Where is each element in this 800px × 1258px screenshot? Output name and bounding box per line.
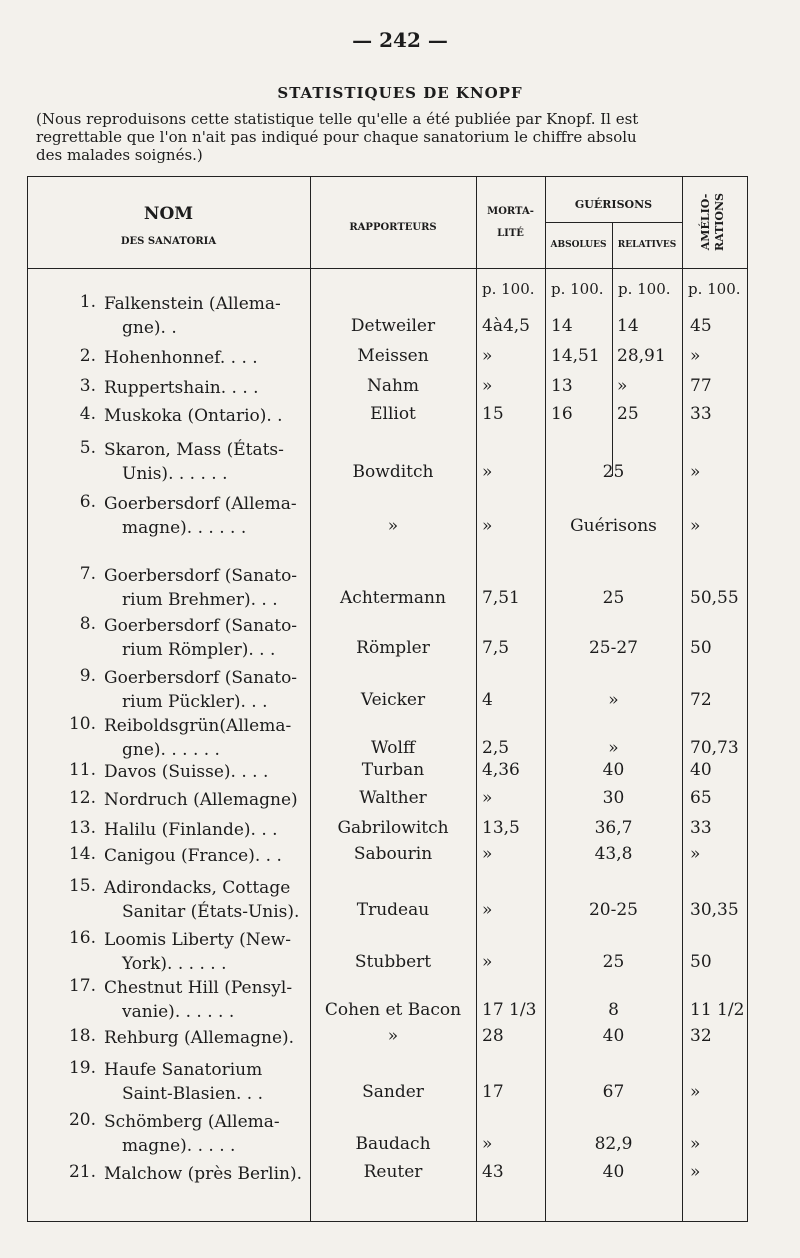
guerisons-absolues-cell: 14	[551, 316, 573, 336]
page-number: — 242 —	[352, 28, 448, 52]
row-number: 18.	[68, 1026, 96, 1046]
guerisons-cell: 40	[602, 760, 625, 780]
ameliorations-cell: 65	[690, 788, 712, 808]
ameliorations-cell: 11 1/2	[690, 1000, 745, 1020]
mortalite-cell: 28	[482, 1026, 504, 1046]
sanatorium-name-line: Haufe Sanatorium	[104, 1060, 263, 1080]
intro-line: (Nous reproduisons cette statistique telle qu'elle a été publiée par Knopf. Il est	[36, 110, 639, 128]
sanatorium-name-line: Reiboldsgrün(Allema-	[104, 716, 292, 736]
guerisons-cell: Guérisons	[570, 516, 657, 536]
row-number: 4.	[79, 404, 96, 424]
mortalite-cell: 17	[482, 1082, 504, 1102]
rapporteur-cell: »	[387, 1026, 399, 1046]
unit-mortalite: p. 100.	[482, 280, 535, 298]
rapporteur-cell: Nahm	[366, 376, 420, 396]
ameliorations-cell: 50,55	[690, 588, 739, 608]
intro-paragraph	[36, 110, 760, 164]
sanatorium-name	[104, 976, 309, 1024]
row-number: 19.	[68, 1058, 96, 1078]
guerisons-cell: 30	[602, 788, 625, 808]
row-number: 16.	[68, 928, 96, 948]
sanatorium-name	[104, 666, 309, 714]
sanatorium-name-line: rium Pückler). . .	[122, 692, 268, 712]
rapporteur-cell: Detweiler	[350, 316, 436, 336]
sanatorium-name-line: Ruppertshain. . . .	[104, 378, 259, 398]
header-rapporteurs: RAPPORTEURS	[349, 222, 437, 233]
header-relatives: RELATIVES	[617, 240, 677, 250]
guerisons-cell: »	[608, 738, 619, 758]
ameliorations-cell: 50	[690, 952, 712, 972]
sanatorium-name-line: Canigou (France). . .	[104, 846, 282, 866]
ameliorations-cell: 70,73	[690, 738, 739, 758]
guerisons-cell: 8	[608, 1000, 619, 1020]
rapporteur-cell: Veicker	[360, 690, 426, 710]
sanatorium-name	[104, 876, 309, 924]
header-des-sanatoria: DES SANATORIA	[120, 236, 217, 247]
column-divider	[476, 176, 477, 1222]
header-mortalite-2: LITÉ	[497, 228, 524, 239]
guerisons-cell: 25	[602, 952, 625, 972]
sanatorium-name	[104, 760, 309, 784]
guerisons-relatives-cell: »	[617, 376, 628, 396]
sanatorium-name-line: Davos (Suisse). . . .	[104, 762, 269, 782]
rapporteur-cell: Stubbert	[354, 952, 432, 972]
ameliorations-cell: 50	[690, 638, 712, 658]
sanatorium-name-line: Sanitar (États-Unis).	[122, 902, 300, 922]
rapporteur-cell: Gabrilowitch	[337, 818, 449, 838]
row-number: 15.	[68, 876, 96, 896]
ameliorations-cell: 32	[690, 1026, 712, 1046]
sanatorium-name	[104, 1026, 309, 1050]
unit-ameliorations: p. 100.	[688, 280, 741, 298]
sanatorium-name	[104, 928, 309, 976]
mortalite-cell: 7,5	[482, 638, 510, 658]
mortalite-cell: »	[482, 462, 493, 482]
rapporteur-cell: Sander	[362, 1082, 424, 1102]
sanatorium-name-line: Goerbersdorf (Sanato-	[104, 616, 298, 636]
guerisons-cell: 20-25	[588, 900, 638, 920]
guerisons-cell: 40	[602, 1026, 625, 1046]
sanatorium-name	[104, 818, 309, 842]
rapporteur-cell: Wolff	[370, 738, 416, 758]
ameliorations-cell: 45	[690, 316, 712, 336]
guerisons-relatives-cell: 14	[617, 316, 639, 336]
unit-relatives: p. 100.	[618, 280, 671, 298]
sanatorium-name-line: Unis). . . . . .	[122, 464, 228, 484]
row-number: 17.	[68, 976, 96, 996]
guerisons-cell: 43,8	[594, 844, 633, 864]
ameliorations-cell: 77	[690, 376, 712, 396]
row-number: 14.	[68, 844, 96, 864]
sanatorium-name-line: Saint-Blasien. . .	[122, 1084, 263, 1104]
rapporteur-cell: Elliot	[370, 404, 416, 424]
rapporteur-cell: Trudeau	[356, 900, 430, 920]
mortalite-cell: »	[482, 1134, 493, 1154]
row-number: 2.	[79, 346, 96, 366]
mortalite-cell: 4à4,5	[482, 316, 530, 336]
ameliorations-cell: »	[690, 1082, 701, 1102]
sanatorium-name	[104, 564, 309, 612]
mortalite-cell: 17 1/3	[482, 1000, 537, 1020]
sanatorium-name-line: Halilu (Finlande). . .	[104, 820, 278, 840]
intro-line: des malades soignés.)	[36, 146, 203, 164]
sanatorium-name-line: Falkenstein (Allema-	[104, 294, 281, 314]
rapporteur-cell: »	[387, 516, 399, 536]
sanatorium-name	[104, 404, 309, 428]
unit-absolues: p. 100.	[551, 280, 604, 298]
guerisons-cell: 40	[602, 1162, 625, 1182]
row-number: 13.	[68, 818, 96, 838]
guerisons-absolues-cell: 14,51	[551, 346, 600, 366]
ameliorations-cell: 72	[690, 690, 712, 710]
sanatorium-name-line: Loomis Liberty (New-	[104, 930, 291, 950]
rapporteur-cell: Römpler	[356, 638, 430, 658]
row-number: 12.	[68, 788, 96, 808]
sanatorium-name-line: Chestnut Hill (Pensyl-	[104, 978, 293, 998]
sanatorium-name	[104, 714, 309, 762]
row-number: 6.	[79, 492, 96, 512]
column-divider-relatives	[612, 222, 613, 476]
header-divider	[27, 268, 748, 269]
guerisons-absolues-cell: 13	[551, 376, 573, 396]
sanatorium-name	[104, 292, 309, 340]
sanatorium-name	[104, 614, 309, 662]
ameliorations-cell: »	[690, 462, 701, 482]
row-number: 20.	[68, 1110, 96, 1130]
ameliorations-cell: 33	[690, 404, 712, 424]
row-number: 7.	[79, 564, 96, 584]
sanatorium-name-line: magne). . . . .	[122, 1136, 236, 1156]
mortalite-cell: 43	[482, 1162, 504, 1182]
row-number: 5.	[79, 438, 96, 458]
sanatorium-name	[104, 376, 309, 400]
sanatorium-name-line: Goerbersdorf (Sanato-	[104, 566, 298, 586]
guerisons-relatives-cell: 25	[617, 404, 639, 424]
guerisons-cell: 67	[602, 1082, 625, 1102]
sanatorium-name-line: Nordruch (Allemagne)	[104, 790, 298, 810]
rapporteur-cell: Baudach	[355, 1134, 431, 1154]
mortalite-cell: »	[482, 516, 493, 536]
header-absolues: ABSOLUES	[550, 240, 607, 250]
guerisons-cell: 25	[602, 462, 625, 482]
ameliorations-cell: 30,35	[690, 900, 739, 920]
sanatorium-name-line: Malchow (près Berlin).	[104, 1164, 303, 1184]
header-guerisons: GUÉRISONS	[574, 198, 653, 211]
ameliorations-cell: »	[690, 1134, 701, 1154]
sanatorium-name-line: gne). .	[122, 318, 177, 338]
sanatorium-name	[104, 438, 309, 486]
sanatorium-name-line: York). . . . . .	[122, 954, 227, 974]
sanatorium-name-line: rium Brehmer). . .	[122, 590, 278, 610]
column-divider	[682, 176, 683, 1222]
rapporteur-cell: Reuter	[363, 1162, 423, 1182]
rapporteur-cell: Meissen	[357, 346, 429, 366]
header-mortalite-1: MORTA-	[487, 206, 534, 217]
mortalite-cell: 2,5	[482, 738, 510, 758]
sanatorium-name-line: Skaron, Mass (États-	[104, 440, 284, 460]
ameliorations-cell: »	[690, 516, 701, 536]
row-number: 11.	[68, 760, 96, 780]
guerisons-cell: 25-27	[588, 638, 638, 658]
row-number: 10.	[68, 714, 96, 734]
row-number: 9.	[79, 666, 96, 686]
sanatorium-name	[104, 1110, 309, 1158]
guerisons-divider	[545, 222, 682, 223]
row-number: 1.	[79, 292, 96, 312]
ameliorations-cell: »	[690, 1162, 701, 1182]
header-nom: NOM	[143, 204, 194, 224]
guerisons-cell: 82,9	[594, 1134, 633, 1154]
mortalite-cell: 7,51	[482, 588, 520, 608]
rapporteur-cell: Cohen et Bacon	[324, 1000, 462, 1020]
sanatorium-name-line: Schömberg (Allema-	[104, 1112, 280, 1132]
page-title: STATISTIQUES DE KNOPF	[277, 84, 523, 102]
ameliorations-cell: 33	[690, 818, 712, 838]
mortalite-cell: »	[482, 346, 493, 366]
sanatorium-name-line: Muskoka (Ontario). .	[104, 406, 283, 426]
mortalite-cell: »	[482, 844, 493, 864]
ameliorations-cell: 40	[690, 760, 712, 780]
guerisons-absolues-cell: 16	[551, 404, 573, 424]
row-number: 21.	[68, 1162, 96, 1182]
ameliorations-cell: »	[690, 346, 701, 366]
mortalite-cell: 15	[482, 404, 504, 424]
sanatorium-name-line: rium Römpler). . .	[122, 640, 276, 660]
mortalite-cell: 4	[482, 690, 493, 710]
row-number: 8.	[79, 614, 96, 634]
header-ameliorations-2: RATIONS	[713, 193, 726, 251]
sanatorium-name-line: vanie). . . . . .	[122, 1002, 235, 1022]
sanatorium-name-line: Goerbersdorf (Sanato-	[104, 668, 298, 688]
mortalite-cell: »	[482, 900, 493, 920]
rapporteur-cell: Walther	[359, 788, 427, 808]
sanatorium-name	[104, 1058, 309, 1106]
sanatorium-name	[104, 1162, 309, 1186]
guerisons-cell: »	[608, 690, 619, 710]
sanatorium-name-line: Hohenhonnef. . . .	[104, 348, 258, 368]
sanatorium-name	[104, 788, 309, 812]
rapporteur-cell: Achtermann	[340, 588, 446, 608]
sanatorium-name-line: magne). . . . . .	[122, 518, 247, 538]
sanatorium-name	[104, 346, 309, 370]
mortalite-cell: 13,5	[482, 818, 520, 838]
mortalite-cell: 4,36	[482, 760, 520, 780]
mortalite-cell: »	[482, 788, 493, 808]
header-ameliorations	[688, 186, 738, 258]
mortalite-cell: »	[482, 376, 493, 396]
guerisons-relatives-cell: 28,91	[617, 346, 666, 366]
header-ameliorations-1: AMÉLIO-	[699, 193, 712, 251]
sanatorium-name-line: Rehburg (Allemagne).	[104, 1028, 295, 1048]
sanatorium-name-line: Goerbersdorf (Allema-	[104, 494, 297, 514]
sanatorium-name	[104, 844, 309, 868]
mortalite-cell: »	[482, 952, 493, 972]
rapporteur-cell: Sabourin	[353, 844, 433, 864]
sanatorium-name-line: gne). . . . . .	[122, 740, 220, 760]
ameliorations-cell: »	[690, 844, 701, 864]
guerisons-cell: 25	[602, 588, 625, 608]
sanatorium-name	[104, 492, 309, 540]
guerisons-cell: 36,7	[594, 818, 633, 838]
sanatorium-name-line: Adirondacks, Cottage	[104, 878, 291, 898]
row-number: 3.	[79, 376, 96, 396]
rapporteur-cell: Turban	[361, 760, 425, 780]
rapporteur-cell: Bowditch	[352, 462, 434, 482]
intro-line: regrettable que l'on n'ait pas indiqué pour chaque sanatorium le chiffre absolu	[36, 128, 637, 146]
